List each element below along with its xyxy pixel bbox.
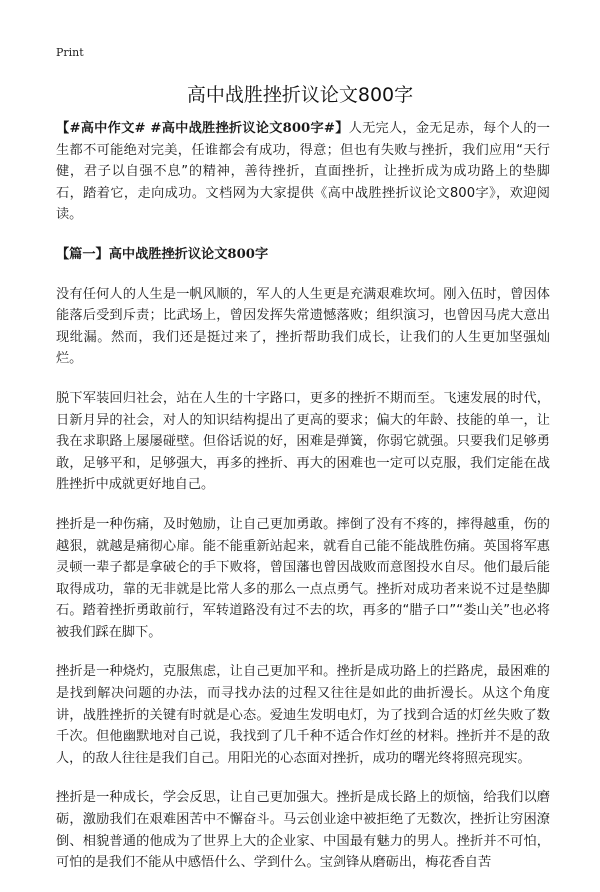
body-paragraph-1: 没有任何人的人生是一帆风顺的，军人的人生更是充满艰难坎坷。刚入伍时，曾因体能落后受到斥责；比武场上，曾因发挥失常遗憾落败；组织演习，也曾因马虎大意出现纰漏。然而，我们还是挺过来了，挫折帮助我们成长，让我们的人生更加坚强灿烂。 [56, 286, 550, 367]
intro-tag: 【#高中作文# #高中战胜挫折议论文800字#】 [56, 121, 349, 136]
body-paragraph-3: 挫折是一种伤痛，及时勉励，让自己更加勇敢。摔倒了没有不疼的，摔得越重，伤的越狠，就越是痛彻心扉。能不能重新站起来，就看自己能不能战胜伤痛。英国将军惠灵顿一辈子都是拿破仑的手下败将，曾国藩也曾因战败而意图投水自尽。他们最后能取得成功，靠的无非就是比常人多的那么一点点勇气。挫折对成功者来说不过是垫脚石。踏着挫折勇敢前行，军转道路没有过不去的坎，再多的“腊子口”“娄山关”也必将被我们踩在脚下。 [56, 516, 550, 640]
body-paragraph-5: 挫折是一种成长，学会反思，让自己更加强大。挫折是成长路上的烦恼，给我们以磨砺，激励我们在艰难困苦中不懈奋斗。马云创业途中被拒绝了无数次，挫折让穷困潦倒、相貌普通的他成为了世界上大的企业家、中国最有魅力的男人。挫折并不可怕，可怕的是我们不能从中感悟什么、学到什么。宝剑锋从磨砺出，梅花香自苦 [56, 790, 550, 871]
intro-text: 人无完人，金无足赤，每个人的一生都不可能绝对完美，任谁都会有成功，得意；但也有失败与挫折，我们应用“天行健，君子以自强不息”的精神，善待挫折，直面挫折，让挫折成为成功路上的垫脚石，踏着它，走向成功。文档网为大家提供《高中战胜挫折议论文800字》，欢迎阅读。 [56, 121, 550, 223]
body-paragraph-2: 脱下军装回归社会，站在人生的十字路口，更多的挫折不期而至。飞速发展的时代，日新月异的社会，对人的知识结构提出了更高的要求；偏大的年龄、技能的单一，让我在求职路上屡屡碰壁。但俗话说的好，困难是弹簧，你弱它就强。只要我们足够勇敢，足够平和，足够强大，再多的挫折、再大的困难也一定可以克服，我们定能在战胜挫折中成就更好地自己。 [56, 390, 550, 493]
page-title: 高中战胜挫折议论文800字 [186, 84, 414, 106]
article-body [56, 118, 550, 892]
section-heading: 【篇一】高中战胜挫折议论文800字 [56, 246, 269, 262]
print-link[interactable]: Print [56, 46, 84, 59]
intro-paragraph [56, 118, 550, 226]
body-paragraph-4: 挫折是一种烧灼，克服焦虑，让自己更加平和。挫折是成功路上的拦路虎，最困难的是找到解决问题的办法，而寻找办法的过程又往往是如此的曲折漫长。从这个角度讲，战胜挫折的关键有时就是心态。爱迪生发明电灯，为了找到合适的灯丝失败了数千次。但他幽默地对自己说，我找到了几千种不适合作灯丝的材料。挫折并不是的敌人，的敌人往往是我们自己。用阳光的心态面对挫折，成功的曙光终将照亮现实。 [56, 664, 550, 766]
